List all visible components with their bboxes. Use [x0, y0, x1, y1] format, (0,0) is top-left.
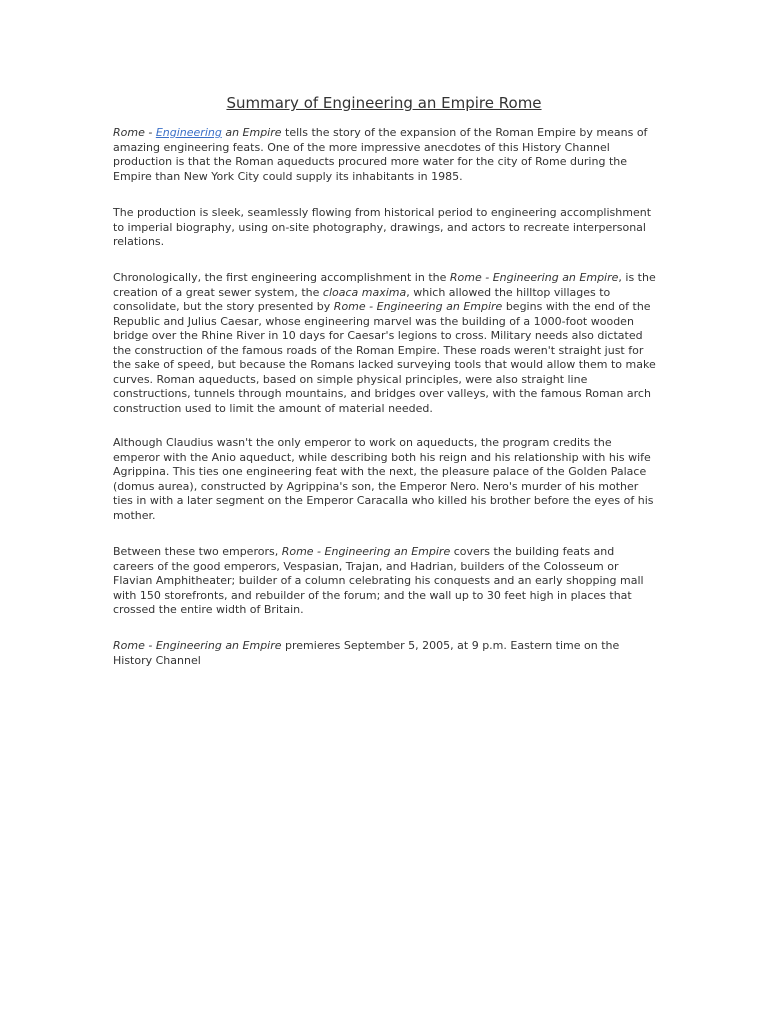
paragraph-text: tells the story of the expansion of the Roman Empire by means of amazing engineering feats. One of the more impressive anecdotes of this History Channel production is that the Roman aqueducts procured more water for the city of Rome during the Empire than New York City could supply its inhabitants in 1985. — [113, 126, 648, 183]
paragraph-text: covers the building feats and careers of the good emperors, Vespasian, Trajan, and Hadrian, builders of the Colosseum or Flavian Amphitheater; builder of a column celebrating his conquests and an early shopping mall with 150 storefronts, and rebuilder of the forum; and the wall up to 30 feet high in places that crossed the entire width of Britain. — [113, 545, 644, 616]
italic-title-text: an Empire — [221, 126, 282, 139]
paragraph-text: Between these two emperors, — [113, 545, 282, 558]
paragraph-text: Chronologically, the first engineering accomplishment in the — [113, 271, 450, 284]
document-title: Summary of Engineering an Empire Rome — [226, 94, 542, 112]
paragraph-emperors — [113, 545, 657, 618]
paragraph-chronology — [113, 271, 657, 416]
italic-title-text: Rome - Engineering an Empire — [449, 271, 619, 284]
paragraph-claudius — [113, 436, 657, 523]
italic-term-text: cloaca maxima — [322, 285, 407, 299]
paragraph-text: premieres September 5, 2005, at 9 p.m. Eastern time on the History Channel — [113, 639, 620, 667]
italic-title-text: Rome - Engineering an Empire — [333, 300, 503, 313]
italic-title-text: Rome - Engineering an Empire — [281, 545, 451, 558]
italic-title-text: Rome - — [113, 126, 156, 139]
engineering-link[interactable]: Engineering — [155, 126, 222, 139]
paragraph-premiere — [113, 639, 657, 668]
paragraph-text: , is the creation of a great sewer system, the — [113, 271, 656, 299]
paragraph-production — [113, 206, 657, 250]
paragraph-text: The production is sleek, seamlessly flowing from historical period to engineering accomplishment to imperial biography, using on-site photography, drawings, and actors to recreate interpersonal relations. — [113, 206, 652, 248]
paragraph-text: begins with the end of the Republic and Julius Caesar, whose engineering marvel was the building of a 1000-foot wooden bridge over the Rhine River in 10 days for Caesar's legions to cross. Military needs also dictated the construction of the famous roads of the Roman Empire. These roads weren't straight just for the sake of speed, but because the Romans lacked surveying tools that would allow them to make curves. Roman aqueducts, based on simple physical principles, were also straight line constructions, tunnels through mountains, and bridges over valleys, with the famous Roman arch construction used to limit the amount of material needed. — [113, 300, 656, 415]
paragraph-intro — [113, 126, 657, 184]
paragraph-text: Although Claudius wasn't the only emperor to work on aqueducts, the program credits the emperor with the Anio aqueduct, while describing both his reign and his relationship with his wife Agrippina. This ties one engineering feat with the next, the pleasure palace of the Golden Palace (domus aurea), constructed by Agrippina's son, the Emperor Nero. Nero's murder of his mother ties in with a later segment on the Emperor Caracalla who killed his brother before the eyes of his mother. — [113, 436, 654, 522]
paragraph-text: , which allowed the hilltop villages to consolidate, but the story presented by — [113, 285, 611, 313]
italic-title-text: Rome - Engineering an Empire — [113, 639, 282, 652]
